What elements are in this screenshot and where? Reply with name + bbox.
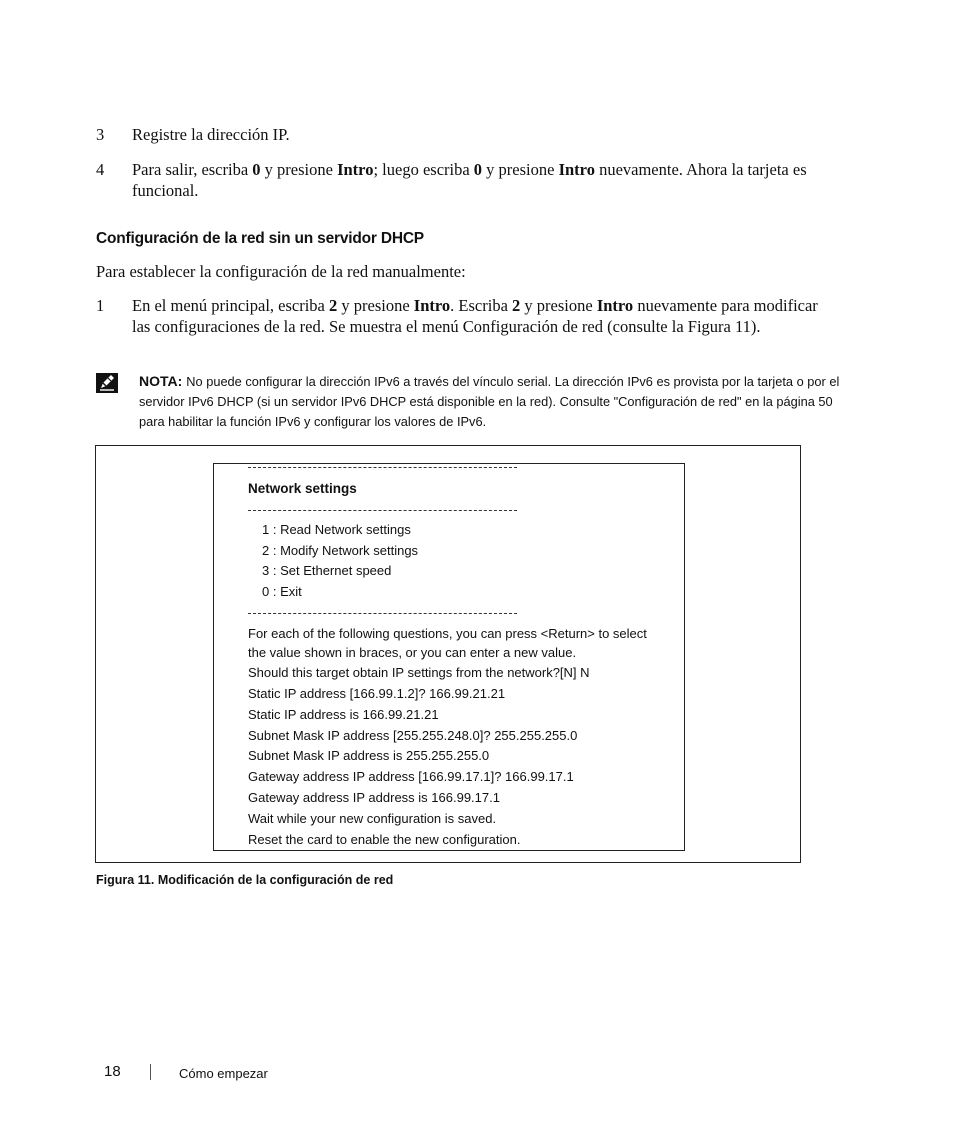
step-text xyxy=(132,124,856,145)
text-run: Registre la dirección IP. xyxy=(132,125,290,144)
console-rule xyxy=(248,467,517,468)
console-line: Static IP address is 166.99.21.21 xyxy=(248,707,439,722)
footer-chapter-title: Cómo empezar xyxy=(179,1066,268,1081)
console-line: the value shown in braces, or you can enter a new value. xyxy=(248,645,577,660)
console-menu-item: 3 : Set Ethernet speed xyxy=(262,563,392,578)
console-rule xyxy=(248,613,517,614)
console-line: Should this target obtain IP settings from the network?[N] N xyxy=(248,665,590,680)
console-heading: Network settings xyxy=(248,481,357,496)
text-run: Para salir, escriba xyxy=(132,160,253,179)
page-number: 18 xyxy=(104,1063,121,1080)
console-line: Reset the card to enable the new configuration. xyxy=(248,832,521,847)
text-run: y presione xyxy=(482,160,559,179)
text-run: y presione xyxy=(337,296,414,315)
console-menu-item: 0 : Exit xyxy=(262,584,302,599)
bold-run: 0 xyxy=(473,160,483,179)
figure-caption: Figura 11. Modificación de la configuración de red xyxy=(96,873,394,887)
console-line: Subnet Mask IP address [255.255.248.0]? 255.255.255.0 xyxy=(248,728,578,743)
console-line: For each of the following questions, you can press <Return> to select xyxy=(248,626,647,641)
text-run: . Escriba xyxy=(450,296,513,315)
text-run: y presione xyxy=(260,160,338,179)
bold-run: 2 xyxy=(329,296,338,315)
bold-run: Intro xyxy=(558,160,595,179)
text-run: En el menú principal, escriba xyxy=(132,296,330,315)
console-screen xyxy=(213,463,685,851)
step-text xyxy=(132,159,856,201)
console-line: Gateway address IP address is 166.99.17.1 xyxy=(248,790,500,805)
note-pencil-icon xyxy=(96,373,118,393)
bold-run: Intro xyxy=(337,160,374,179)
text-run: nuevamente. Ahora la tarjeta es funcional. xyxy=(132,160,807,200)
console-line: Wait while your new configuration is saved. xyxy=(248,811,497,826)
console-menu-item: 2 : Modify Network settings xyxy=(262,543,419,558)
note-block xyxy=(96,371,856,432)
step-number: 3 xyxy=(96,125,105,144)
step-4 xyxy=(96,159,856,201)
note-label: NOTA: xyxy=(139,373,183,389)
console-line: Subnet Mask IP address is 255.255.255.0 xyxy=(248,748,490,763)
console-line: Gateway address IP address [166.99.17.1]? 166.99.17.1 xyxy=(248,769,574,784)
bold-run: Intro xyxy=(596,296,634,315)
step-text xyxy=(132,295,822,337)
text-run: nuevamente para modificar las configuraciones de la red. Se muestra el menú Configuración de red (consulte la Figura 11). xyxy=(132,296,818,336)
note-body xyxy=(139,371,856,432)
footer-divider xyxy=(150,1064,151,1080)
bold-run: 0 xyxy=(252,160,261,179)
console-menu-item: 1 : Read Network settings xyxy=(262,522,411,537)
step-number: 4 xyxy=(96,160,105,179)
step-1 xyxy=(96,295,856,337)
step-3 xyxy=(96,124,856,145)
intro-paragraph: Para establecer la configuración de la red manualmente: xyxy=(96,262,466,281)
bold-run: 2 xyxy=(512,296,521,315)
note-text: No puede configurar la dirección IPv6 a través del vínculo serial. La dirección IPv6 es provista por la tarjeta o por el servidor IPv6 DHCP (si un servidor IPv6 DHCP está disponible en la red). Consulte "Configuración de red" en la página 50 para habilitar la función IPv6 y configurar los valores de IPv6. xyxy=(139,374,840,429)
console-rule xyxy=(248,510,517,511)
step-number: 1 xyxy=(96,296,105,315)
text-run: ; luego escriba xyxy=(373,160,474,179)
console-line: Static IP address [166.99.1.2]? 166.99.21.21 xyxy=(248,686,506,701)
text-run: y presione xyxy=(520,296,597,315)
bold-run: Intro xyxy=(413,296,451,315)
section-title: Configuración de la red sin un servidor DHCP xyxy=(96,230,424,247)
